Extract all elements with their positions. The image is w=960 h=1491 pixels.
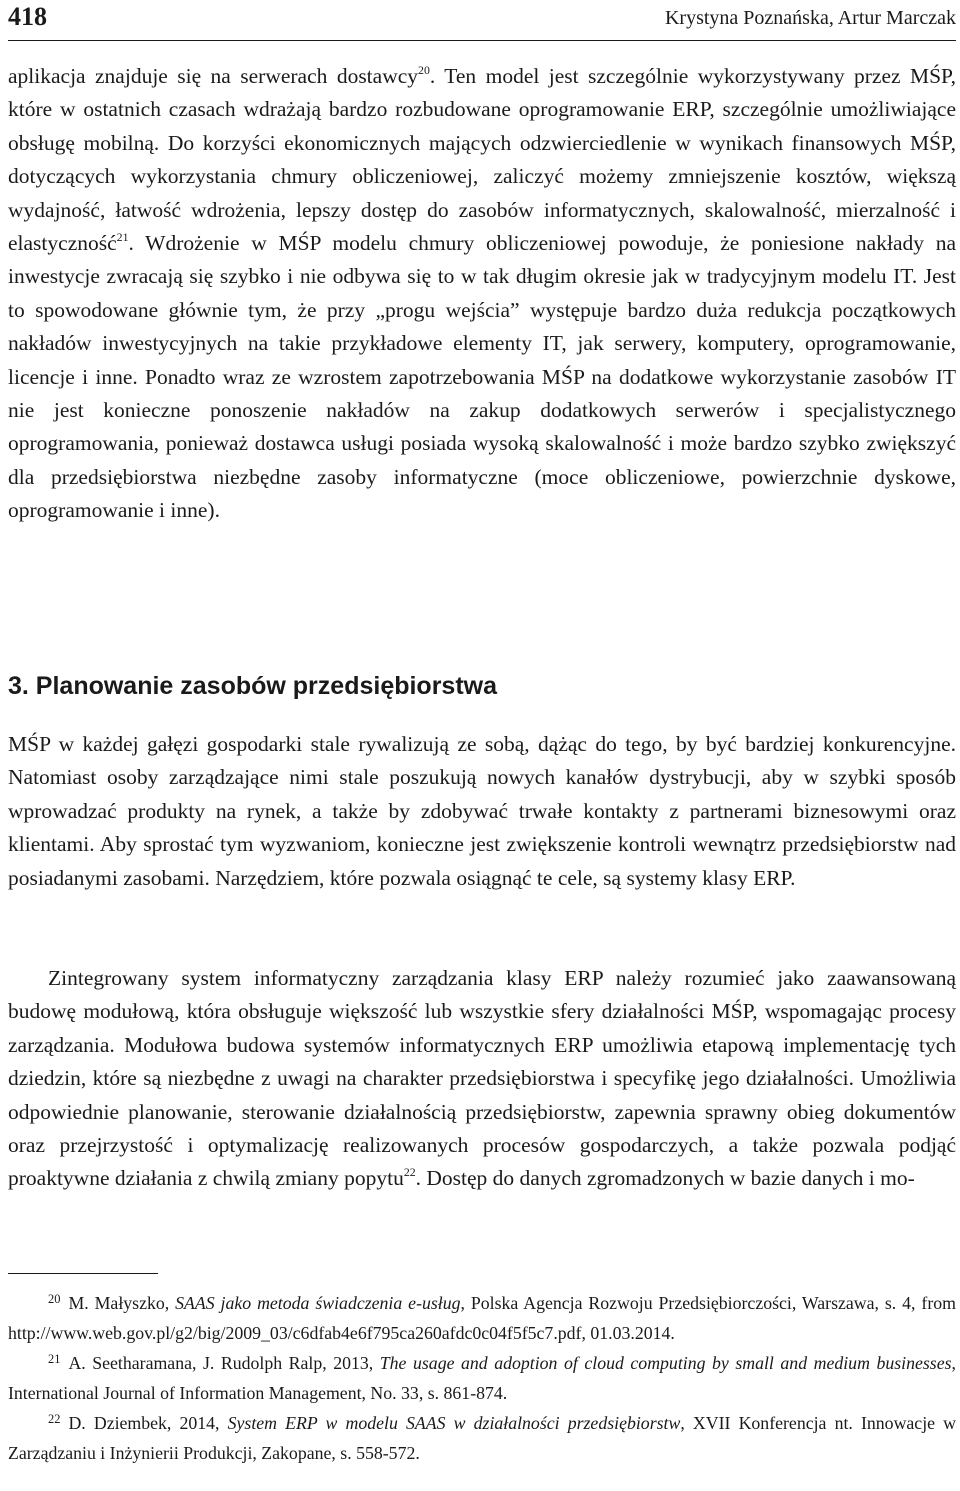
paragraph-3-text-a: Zintegrowany system informatyczny zarządzania klasy ERP należy rozumieć jako zaawansowaną budowę modułową, która obsługuje większość lub wszystkie sfery działalności MŚP, wspomagając procesy zarządzania. Modułowa budowa systemów informatycznych ERP umożliwia etapową implementację tych dziedzin, które są niezbędne z uwagi na charakter przedsiębiorstwa i specyfikę jego działalności. Umożliwia odpowiednie planowanie, sterowanie działalnością przedsiębiorstw, zapewnia sprawny obieg dokumentów oraz przejrzystość i optymalizację realizowanych procesów gospodarczych, a także pozwala podjąć proaktywne działania z chwilą zmiany popytu [8,966,956,1191]
paragraph-1-text-c: . Wdrożenie w MŚP modelu chmury obliczeniowej powoduje, że poniesione nakłady na inwestycje zwracają się szybko i nie odbywa się to w tak długim okresie jak w tradycyjnym modelu IT. Jest to spowodowane głównie tym, że przy „progu wejścia” występuje bardzo duża redukcja początkowych nakładów inwestycyjnych na takie przykładowe elementy IT, jak serwery, komputery, oprogramowanie, licencje i inne. Ponadto wraz ze wzrostem zapotrzebowania MŚP na dodatkowe wykorzystanie zasobów IT nie jest konieczne ponoszenie nakładów na zakup dodatkowych serwerów i specjalistycznego oprogramowania, ponieważ dostawca usługi posiada wysoką skalowalność i może bardzo szybko zwiększyć dla przedsiębiorstwa niezbędne zasoby informatyczne (moce obliczeniowe, powierzchnie dyskowe, oprogramowanie i inne). [8,231,956,523]
footnote-22 [8,1408,956,1468]
footnote-21 [8,1348,956,1408]
footnote-number: 22 [48,1412,61,1427]
footnote-source: , Polska Agencja Rozwoju Przedsiębiorczości, Warszawa, s. 4, from http://www.web.gov.pl/g2/big/2009_03/c6dfab4e6f795ca260afdc0c04f5f5c7.pdf, 01.03.2014. [8,1293,956,1343]
footnote-title: The usage and adoption of cloud computing by small and medium businesses [379,1353,952,1373]
footnote-author: D. Dziembek, 2014, [68,1413,228,1433]
footnote-number: 20 [48,1292,61,1307]
footnote-20 [8,1288,956,1348]
running-head-authors: Krystyna Poznańska, Artur Marczak [664,7,956,29]
paragraph-3-text-b: . Dostęp do danych zgromadzonych w bazie danych i mo- [415,1166,915,1191]
footnotes [8,1288,956,1468]
footnote-number: 21 [48,1352,61,1367]
body-paragraph-2: MŚP w każdej gałęzi gospodarki stale rywalizują ze sobą, dążąc do tego, by być bardziej konkurencyjne. Natomiast osoby zarządzające nimi stale poszukują nowych kanałów dystrybucji, aby w szybki sposób wprowadzać produkty na rynek, a także by zdobywać trwałe kontakty z partnerami biznesowymi oraz klientami. Aby sprostać tym wyzwaniom, konieczne jest zwiększenie kontroli wewnątrz przedsiębiorstw nad posiadanymi zasobami. Narzędziem, które pozwala osiągnąć te cele, są systemy klasy ERP. [8,732,956,890]
footnote-ref-22[interactable]: 22 [403,1165,416,1180]
footnote-title: System ERP w modelu SAAS w działalności przedsiębiorstw [227,1413,681,1433]
footnote-title: SAAS jako metoda świadczenia e-usług [175,1293,461,1313]
paragraph-1-text-a: aplikacja znajduje się na serwerach dostawcy [8,64,419,88]
footnote-author: M. Małyszko, [68,1293,176,1313]
body-paragraph-1 [8,60,956,528]
paragraph-1-text-b: . Ten model jest szczególnie wykorzystywany przez MŚP, które w ostatnich czasach wdrażają bardzo rozbudowane oprogramowanie ERP, szczególnie umożliwiające obsługę mobilną. Do korzyści ekonomicznych mających odzwierciedlenie w wynikach finansowych MŚP, dotyczących wykorzystania chmury obliczeniowej, zaliczyć możemy zmniejszenie kosztów, większą wydajność, łatwość wdrożenia, lepszy dostęp do zasobów informatycznych, skalowalność, mierzalność i elastyczność [8,64,957,256]
body-paragraph-3 [8,962,956,1196]
footnote-ref-21[interactable]: 21 [116,230,129,245]
page-header [8,0,956,41]
footnote-source: , International Journal of Information Management, No. 33, s. 861-874. [8,1353,956,1403]
page-number: 418 [8,2,47,31]
section-heading: 3. Planowanie zasobów przedsiębiorstwa [8,672,498,700]
footnote-ref-20[interactable]: 20 [418,63,430,78]
footnote-source: , XVII Konferencja nt. Innowacje w Zarządzaniu i Inżynierii Produkcji, Zakopane, s. 558-572. [8,1413,956,1463]
footnote-separator [8,1273,158,1274]
document-page [8,0,957,1463]
footnote-author: A. Seetharamana, J. Rudolph Ralp, 2013, [68,1353,380,1373]
